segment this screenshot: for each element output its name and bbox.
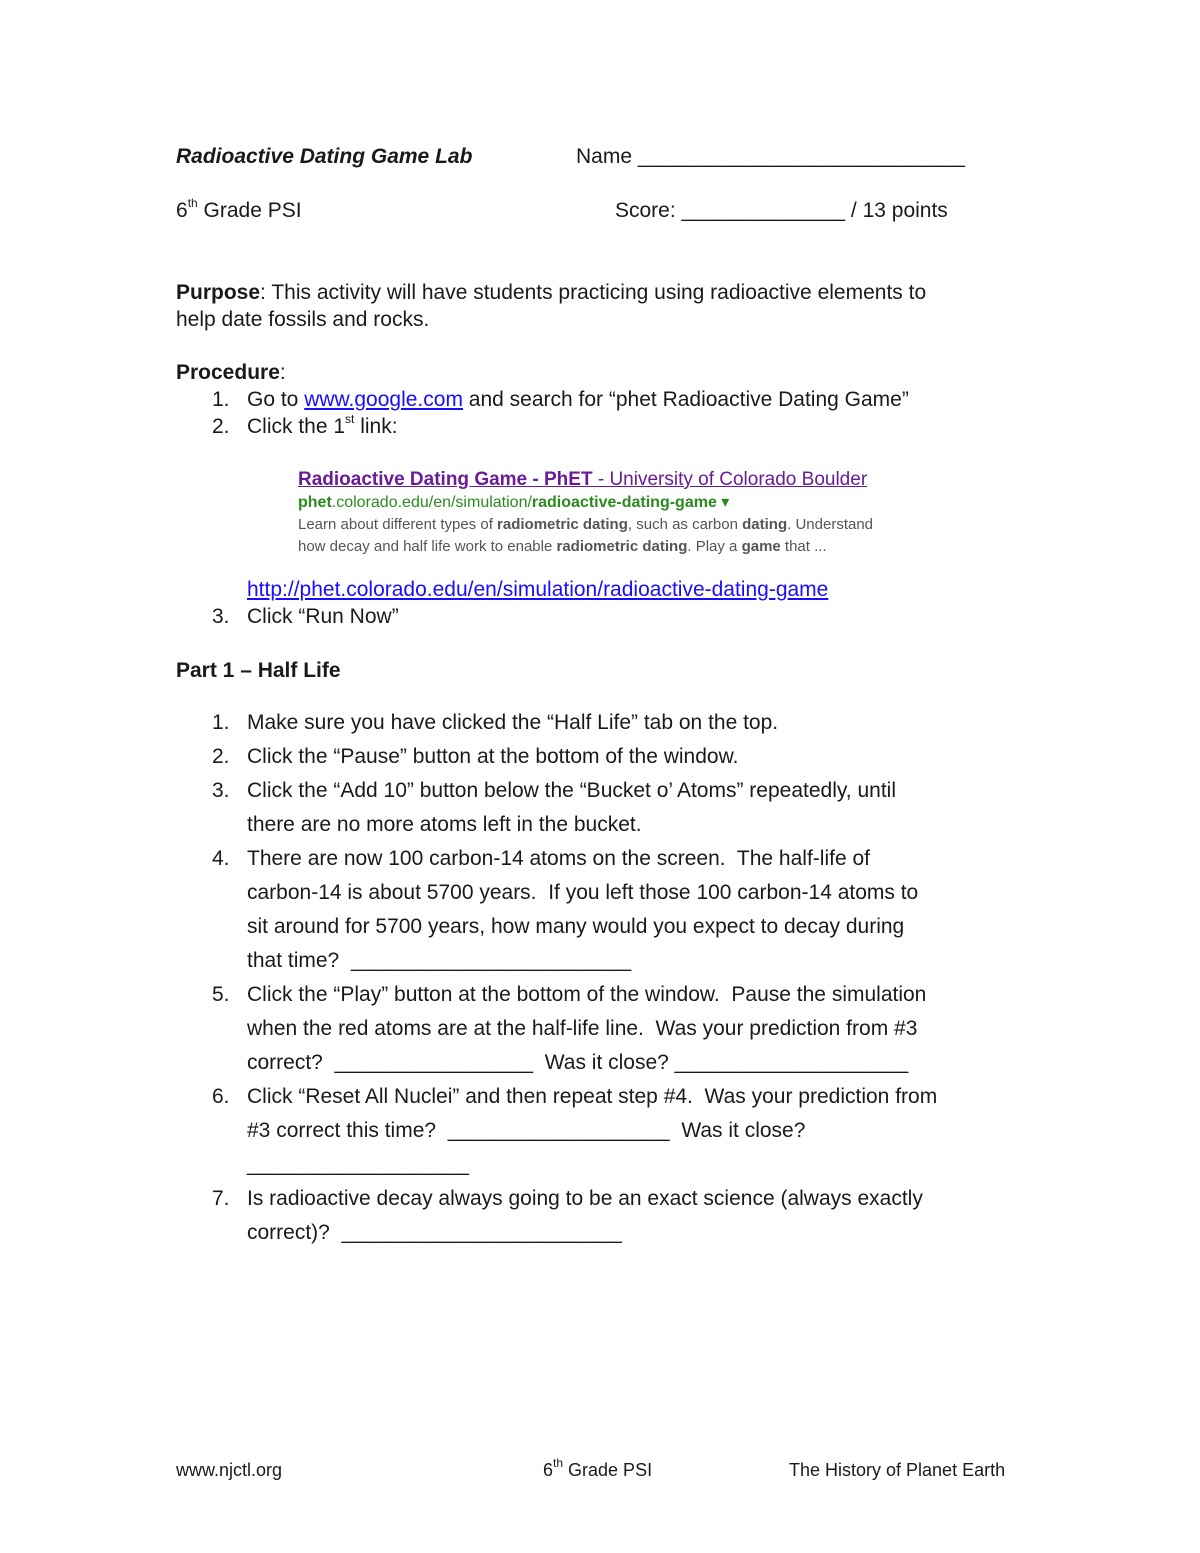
- procedure-list: [212, 386, 1032, 440]
- step-text-line: correct? _________________ Was it close? ____________________: [247, 1051, 909, 1074]
- name-blank: ____________________________: [637, 145, 965, 168]
- step-number: 7.: [212, 1187, 230, 1210]
- score-total: / 13 points: [850, 199, 948, 222]
- part1-step-3: [212, 774, 1032, 842]
- part1-step-2: [212, 740, 1032, 774]
- step-text-line: #3 correct this time? ___________________ Was it close?: [247, 1119, 806, 1142]
- document-title: Radioactive Dating Game Lab: [176, 145, 473, 168]
- step-text-line: sit around for 5700 years, how many would you expect to decay during: [247, 915, 905, 938]
- purpose-line-2: help date fossils and rocks.: [176, 308, 430, 331]
- procedure-heading: Procedure:: [176, 361, 286, 384]
- part1-step-1: [212, 706, 1032, 740]
- step-number: 3.: [212, 779, 230, 802]
- step-number: 1.: [212, 711, 230, 734]
- step-number: 2.: [212, 745, 230, 768]
- step-text-line: ___________________: [247, 1153, 469, 1176]
- part1-step-4: [212, 842, 1032, 978]
- search-result-title[interactable]: Radioactive Dating Game - PhET - University of Colorado Boulder: [298, 469, 868, 490]
- step-text-line: Is radioactive decay always going to be an exact science (always exactly: [247, 1187, 923, 1210]
- search-result-screenshot: [298, 468, 958, 558]
- part1-step-6: [212, 1080, 1032, 1182]
- search-result-description-1: Learn about different types of radiometric dating, such as carbon dating. Understand: [298, 516, 874, 533]
- step-text-line: when the red atoms are at the half-life line. Was your prediction from #3: [247, 1017, 918, 1040]
- step-text-line: Click the “Play” button at the bottom of the window. Pause the simulation: [247, 983, 927, 1006]
- score-field[interactable]: [615, 197, 948, 224]
- footer-grade: 6th Grade PSI: [543, 1456, 653, 1480]
- procedure-step-1: 1. Go to www.google.com and search for “phet Radioactive Dating Game”: [212, 388, 909, 411]
- name-label: Name: [576, 145, 633, 168]
- procedure-step-3: 3. Click “Run Now”: [212, 605, 399, 628]
- procedure-list-cont: [212, 603, 1032, 630]
- footer-subject: The History of Planet Earth: [789, 1460, 1006, 1480]
- step-text-line: there are no more atoms left in the bucket.: [247, 813, 642, 836]
- google-link[interactable]: www.google.com: [304, 388, 463, 411]
- part1-heading: Part 1 – Half Life: [176, 659, 341, 682]
- search-result-description-2: how decay and half life work to enable radiometric dating. Play a game that ...: [298, 538, 827, 555]
- grade-label: 6th Grade PSI: [176, 196, 302, 222]
- step-text-line: correct)? ________________________: [247, 1221, 622, 1244]
- step-text-line: that time? ________________________: [247, 949, 632, 972]
- phet-link[interactable]: http://phet.colorado.edu/en/simulation/radioactive-dating-game: [247, 578, 829, 601]
- step-text-line: There are now 100 carbon-14 atoms on the screen. The half-life of: [247, 847, 870, 870]
- purpose-line-1: Purpose: This activity will have students practicing using radioactive elements to: [176, 281, 927, 304]
- step-number: 6.: [212, 1085, 230, 1108]
- step-number: 5.: [212, 983, 230, 1006]
- dropdown-arrow-icon: ▾: [716, 494, 730, 511]
- step-text-line: Click the “Add 10” button below the “Bucket o’ Atoms” repeatedly, until: [247, 779, 897, 802]
- score-label: Score:: [615, 199, 676, 222]
- procedure-step-2: 2. Click the 1st link:: [212, 412, 398, 438]
- step-number: 4.: [212, 847, 230, 870]
- name-field[interactable]: [576, 143, 965, 170]
- step-text-line: carbon-14 is about 5700 years. If you left those 100 carbon-14 atoms to: [247, 881, 919, 904]
- step-text-line: Click the “Pause” button at the bottom of the window.: [247, 745, 739, 768]
- part1-step-5: [212, 978, 1032, 1080]
- footer-website: www.njctl.org: [176, 1460, 283, 1480]
- part1-list: [212, 706, 1032, 1250]
- purpose-label: Purpose: [176, 281, 261, 304]
- score-blank: ______________: [681, 199, 846, 222]
- step-text-line: Make sure you have clicked the “Half Life” tab on the top.: [247, 711, 779, 734]
- step-text-line: Click “Reset All Nuclei” and then repeat step #4. Was your prediction from: [247, 1085, 938, 1108]
- part1-step-7: [212, 1182, 1032, 1250]
- search-result-url: phet.colorado.edu/en/simulation/radioactive-dating-game ▾: [298, 494, 730, 511]
